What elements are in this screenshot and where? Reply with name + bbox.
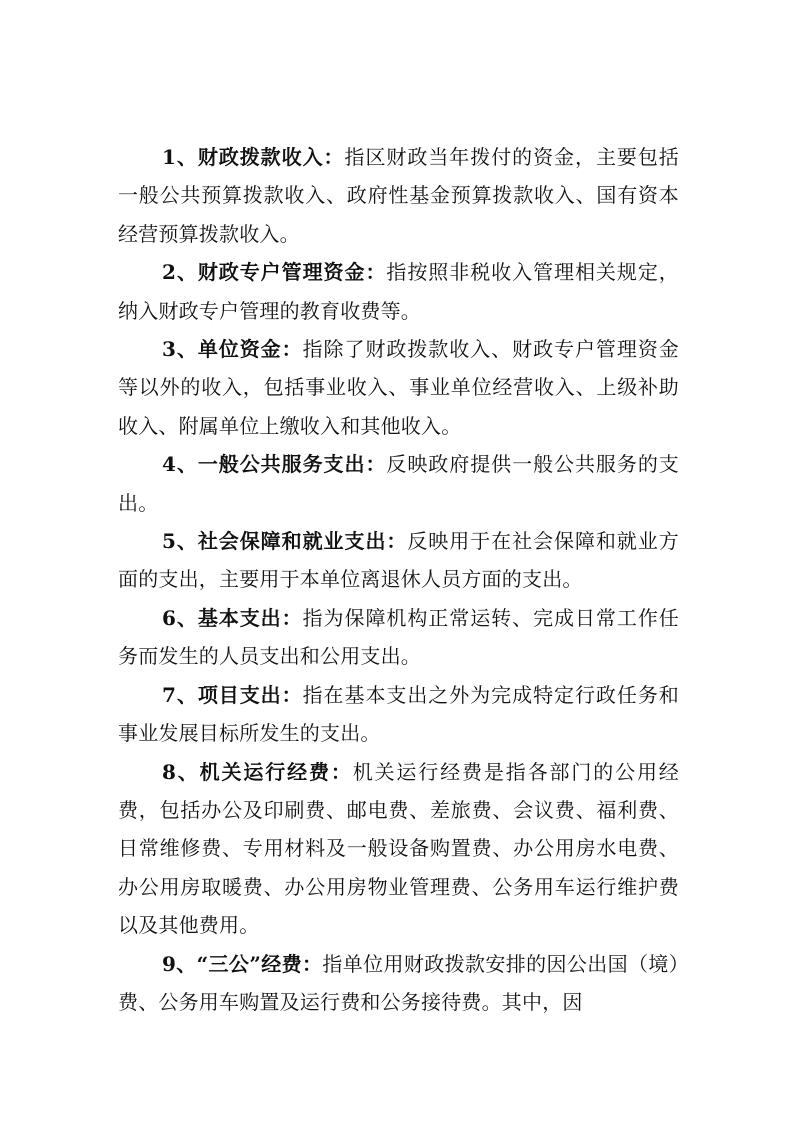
definition-text: 反映用于在社会保障和就业方面的支出，主要用于本单位离退休人员方面的支出。: [118, 529, 679, 592]
definition-text: 指在基本支出之外为完成特定行政任务和事业发展目标所发生的支出。: [118, 682, 679, 746]
definition-term: 8、机关运行经费：: [162, 759, 353, 784]
definition-item-6: [118, 599, 679, 676]
definition-item-9: [118, 945, 679, 1022]
definition-term: 1、财政拨款收入：: [162, 145, 345, 169]
definitions-list: [118, 138, 679, 1021]
definition-text: 指按照非税收入管理相关规定，纳入财政专户管理的教育收费等。: [118, 260, 679, 323]
definition-item-1: [118, 138, 679, 253]
definition-item-5: [118, 522, 679, 599]
definition-item-4: [118, 445, 679, 522]
definition-item-3: [118, 330, 679, 445]
definition-item-2: [118, 253, 679, 330]
definition-term: 9、“三公”经费：: [162, 951, 323, 976]
definition-term: 6、基本支出：: [162, 605, 303, 630]
definition-term: 4、一般公共服务支出：: [162, 452, 387, 477]
definition-term: 2、财政专户管理资金：: [162, 260, 387, 285]
definition-term: 7、项目支出：: [162, 682, 303, 707]
definition-text: 指除了财政拨款收入、财政专户管理资金等以外的收入，包括事业收入、事业单位经营收入、上级补助收入、附属单位上缴收入和其他收入。: [118, 337, 679, 438]
definition-text: 指区财政当年拨付的资金，主要包括一般公共预算拨款收入、政府性基金预算拨款收入、国有资本经营预算拨款收入。: [118, 145, 679, 246]
definition-item-7: [118, 676, 679, 753]
definition-item-8: [118, 753, 679, 945]
definition-text: 指为保障机构正常运转、完成日常工作任务而发生的人员支出和公用支出。: [118, 605, 679, 669]
definition-text: 指单位用财政拨款安排的因公出国（境）费、公务用车购置及运行费和公务接待费。其中，因: [118, 951, 679, 1014]
definition-text: 反映政府提供一般公共服务的支出。: [118, 452, 679, 515]
definition-term: 3、单位资金：: [162, 337, 303, 362]
definition-text: 机关运行经费是指各部门的公用经费，包括办公及印刷费、邮电费、差旅费、会议费、福利费、日常维修费、专用材料及一般设备购置费、办公用房水电费、办公用房取暖费、办公用房物业管理费、公务用车运行维护费以及其他费用。: [118, 759, 680, 938]
definition-term: 5、社会保障和就业支出：: [162, 529, 408, 554]
